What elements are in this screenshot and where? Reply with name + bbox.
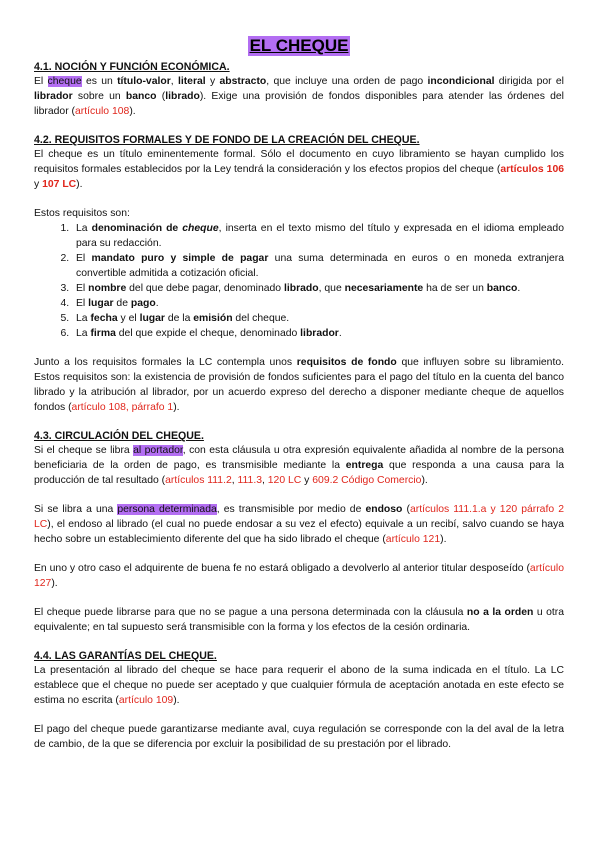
section-4-3-paragraph-2: Si se libra a una persona determinada, es transmisible por medio de endoso (artículos 111.1.a y 120 párrafo 2 LC), el endoso al librado (el cual no puede endosar a su vez el efecto) equivale a un recibí, salvo cuando se haya hecho sobre un establecimiento diferente del que ha sido librado el cheque (artículo 121). xyxy=(34,504,564,545)
section-4-4-paragraph-2: El pago del cheque puede garantizarse mediante aval, cuya regulación se corresponde con la del aval de la letra de cambio, de la que se diferencia por excluir la posibilidad de su prestación por el librado. xyxy=(34,724,564,750)
reference-link: artículos 111.1.a y 120 párrafo 2 LC xyxy=(34,504,564,530)
section-4-4-paragraph-1: La presentación al librado del cheque se hace para requerir el abono de la suma indicada en el título. La LC establece que el cheque no puede ser aceptado y que cualquier fórmula de aceptación anotada en este efecto se estima no escrita (artículo 109). xyxy=(34,665,564,706)
list-item: 1. La denominación de cheque, inserta en el texto mismo del título y expresada en el idioma empleado para su redacción. xyxy=(72,221,564,251)
document-page xyxy=(34,36,564,752)
section-4-2-paragraph-1: El cheque es un título eminentemente formal. Sólo el documento en cuyo libramiento se hayan cumplido los requisitos formales establecidos por la Ley tendrá la consideración y los efectos propios del cheque (artículos 106 y 107 LC). xyxy=(34,149,565,190)
list-item: 3. El nombre del que debe pagar, denominado librado, que necesariamente ha de ser un banco. xyxy=(72,281,564,296)
highlight-cheque: cheque xyxy=(47,76,82,87)
reference-link: artículo 109 xyxy=(118,695,174,706)
reference-link: 107 LC xyxy=(42,179,77,190)
section-heading-4-3: 4.3. CIRCULACIÓN DEL CHEQUE. xyxy=(34,430,204,442)
reference-link: artículo 108, párrafo 1 xyxy=(71,402,174,413)
list-item: 4. El lugar de pago. xyxy=(72,296,564,311)
section-heading-4-2: 4.2. REQUISITOS FORMALES Y DE FONDO DE LA CREACIÓN DEL CHEQUE. xyxy=(34,134,420,146)
section-4-2-paragraph-2: Junto a los requisitos formales la LC contempla unos requisitos de fondo que influyen sobre su libramiento. Estos requisitos son: la existencia de provisión de fondos suficientes para el pago del título en la cuenta del banco librado y la atribución al librador, por un acuerdo expreso del derecho a disponer mediante cheque de aquellos fondos (artículo 108, párrafo 1). xyxy=(34,357,564,413)
reference-link: artículo 108 xyxy=(75,106,130,117)
page-title: EL CHEQUE xyxy=(249,36,349,55)
highlight-persona-determinada: persona determinada xyxy=(117,504,217,515)
list-item: 2. El mandato puro y simple de pagar una suma determinada en euros o en moneda extranjera convertible admitida a cotización oficial. xyxy=(72,251,564,281)
reference-link: 111.3 xyxy=(237,475,262,486)
list-item: 5. La fecha y el lugar de la emisión del cheque. xyxy=(72,311,564,326)
section-heading-4-4: 4.4. LAS GARANTÍAS DEL CHEQUE. xyxy=(34,650,217,662)
reference-link: artículo 121 xyxy=(385,534,441,545)
reference-link: 609.2 Código Comercio xyxy=(312,475,422,486)
reference-link: artículo 127 xyxy=(34,563,564,589)
reference-link: artículos 106 xyxy=(500,164,565,175)
section-4-3-paragraph-1: Si el cheque se libra al portador, con esta cláusula u otra expresión equivalente añadida al nombre de la persona beneficiaria de la orden de pago, es transmisible mediante la entrega que responda a una causa para la producción de tal resultado (artículos 111.2, 111.3, 120 LC y 609.2 Código Comercio). xyxy=(34,445,564,486)
section-4-3-paragraph-4: El cheque puede librarse para que no se pague a una persona determinada con la cláusula no a la orden u otra equivalente; en tal supuesto será transmisible con la forma y los efectos de la cesión ordinaria. xyxy=(34,607,564,633)
requirements-intro: Estos requisitos son: xyxy=(34,208,130,219)
requirements-list xyxy=(34,221,564,341)
section-4-3-paragraph-3: En uno y otro caso el adquirente de buena fe no estará obligado a devolverlo al anterior titular desposeído (artículo 127). xyxy=(34,563,564,589)
reference-link: artículos 111.2 xyxy=(165,475,232,486)
highlight-al-portador: al portador xyxy=(133,445,183,456)
reference-link: 120 LC xyxy=(267,475,302,486)
section-heading-4-1: 4.1. NOCIÓN Y FUNCIÓN ECONÓMICA. xyxy=(34,61,230,73)
title-wrap xyxy=(34,36,564,56)
list-item: 6. La firma del que expide el cheque, denominado librador. xyxy=(72,326,564,341)
section-4-1-paragraph: El cheque es un título-valor, literal y abstracto, que incluye una orden de pago incondicional dirigida por el librador sobre un banco (librado). Exige una provisión de fondos disponibles para atender las órdenes del librador (artículo 108). xyxy=(34,76,564,117)
